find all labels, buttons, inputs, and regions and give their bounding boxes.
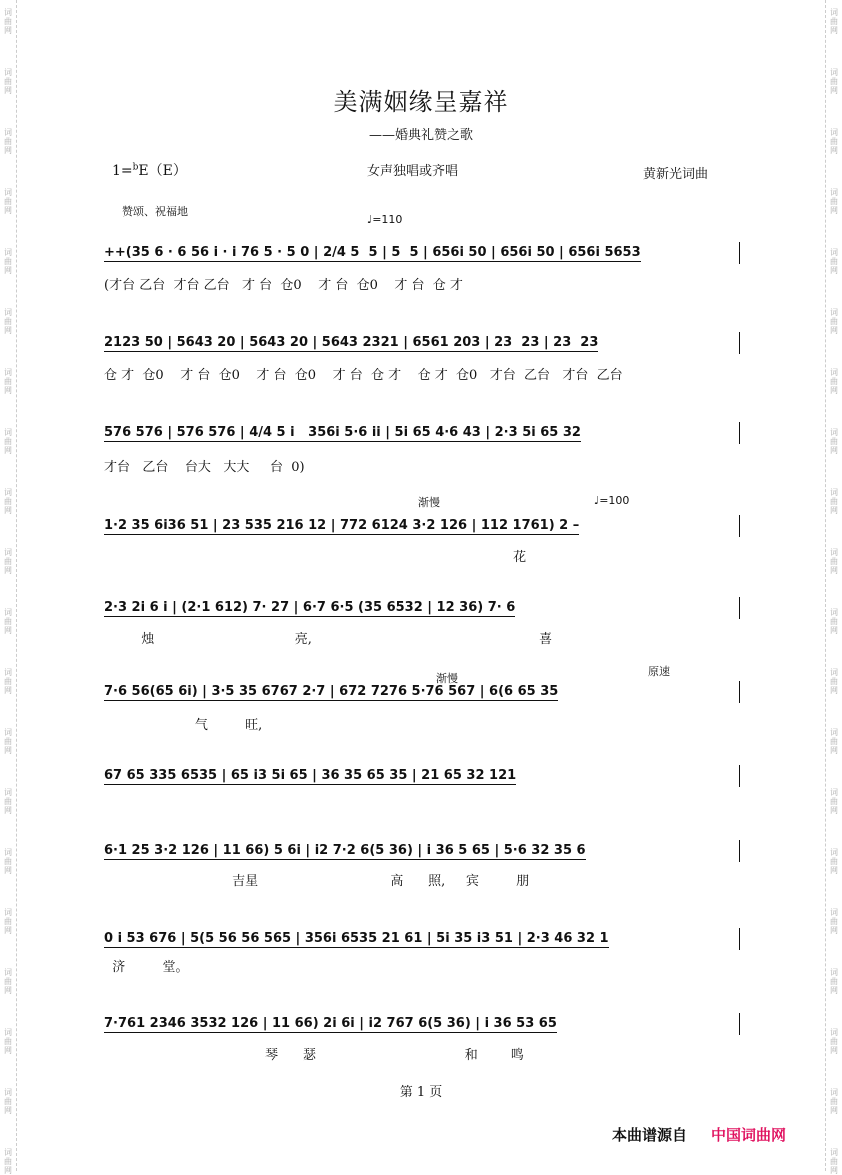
watermark-text: 词 曲 网 [830,8,838,35]
percussion-row: 才台 乙台 台大 大大 台 0) [104,460,305,475]
watermark-text: 词 曲 网 [4,428,12,455]
watermark-text: 词 曲 网 [4,848,12,875]
watermark-text: 词 曲 网 [4,788,12,815]
watermark-text: 词 曲 网 [830,428,838,455]
notation-row: 1·2 35 6i36 51 | 23 535 216 12 | 772 6124 3·2 126 | 112 1761) 2 – [104,515,740,537]
watermark-text: 词 曲 网 [4,128,12,155]
page-number: 第 1 页 [399,1085,443,1100]
tempo-mark-110: ♩=110 [367,213,403,226]
left-watermark-strip [0,0,17,1175]
watermark-text: 词 曲 网 [830,1088,838,1115]
watermark-text: 词 曲 网 [4,1148,12,1175]
flat-sign: b [132,162,139,173]
watermark-text: 词 曲 网 [830,908,838,935]
lyrics-row: 烛 亮, 喜 [104,632,553,647]
notation-row: 2·3 2i 6 i | (2·1 612) 7· 27 | 6·7 6·5 (35 6532 | 12 36) 7· 6 [104,597,740,619]
watermark-text: 词 曲 网 [830,668,838,695]
watermark-text: 词 曲 网 [830,728,838,755]
watermark-text: 词 曲 网 [4,188,12,215]
watermark-text: 词 曲 网 [830,188,838,215]
key-prefix: 1= [112,163,133,179]
expression-mark: 赞颂、祝福地 [122,205,188,218]
watermark-text: 词 曲 网 [830,488,838,515]
notation-row: 0 i 53 676 | 5(5 56 56 565 | 356i 6535 21 61 | 5i 35 i3 51 | 2·3 46 32 1 [104,928,740,950]
watermark-text: 词 曲 网 [830,308,838,335]
watermark-text: 词 曲 网 [830,848,838,875]
source-site-link[interactable]: 中国词曲网 [711,1126,787,1144]
song-subtitle: ——婚典礼赞之歌 [368,128,473,143]
tempo-original: 原速 [648,665,670,678]
notation-row: ++(35 6 · 6 56 i · i 76 5 · 5 0 | 2/4 5 5 | 5 5 | 656i 50 | 656i 50 | 656i 5653 [104,242,740,264]
key-signature [112,160,187,180]
lyrics-row: 琴 瑟 和 鸣 [104,1048,524,1063]
tempo-change-slowing-2: 渐慢 [436,672,458,685]
lyrics-row: 气 旺, [104,718,263,733]
watermark-text: 词 曲 网 [830,248,838,275]
watermark-text: 词 曲 网 [830,368,838,395]
watermark-text: 词 曲 网 [830,548,838,575]
watermark-text: 词 曲 网 [830,128,838,155]
notation-row: 7·761 2346 3532 126 | 11 66) 2i 6i | i2 767 6(5 36) | i 36 53 65 [104,1013,740,1035]
watermark-text: 词 曲 网 [4,368,12,395]
watermark-text: 词 曲 网 [4,308,12,335]
watermark-text: 词 曲 网 [4,1088,12,1115]
watermark-text: 词 曲 网 [4,8,12,35]
notation-row: 7·6 56(65 6i) | 3·5 35 6767 2·7 | 672 7276 5·76 567 | 6(6 65 35 [104,681,740,703]
source-credit [612,1124,786,1145]
right-watermark-strip [825,0,842,1175]
notation-row: 67 65 335 6535 | 65 i3 5i 65 | 36 35 65 35 | 21 65 32 121 [104,765,740,787]
watermark-text: 词 曲 网 [4,968,12,995]
watermark-text: 词 曲 网 [830,1028,838,1055]
watermark-text: 词 曲 网 [830,68,838,95]
notation-row: 2123 50 | 5643 20 | 5643 20 | 5643 2321 | 6561 203 | 23 23 | 23 23 [104,332,740,354]
watermark-text: 词 曲 网 [830,1148,838,1175]
watermark-text: 词 曲 网 [4,608,12,635]
source-label: 本曲谱源自 [612,1126,688,1144]
watermark-text: 词 曲 网 [4,1028,12,1055]
lyrics-row: 吉星 高 照, 宾 朋 [104,874,530,889]
key-suffix: E（E） [138,163,187,179]
song-title: 美满姻缘呈嘉祥 [333,88,509,116]
tempo-mark-100: ♩=100 [594,494,630,507]
notation-row: 6·1 25 3·2 126 | 11 66) 5 6i | i2 7·2 6(5 36) | i 36 5 65 | 5·6 32 35 6 [104,840,740,862]
percussion-row: 仓 才 仓0 才 台 仓0 才 台 仓0 才 台 仓 才 仓 才 仓0 才台 乙台 才台 乙台 [104,368,623,383]
watermark-text: 词 曲 网 [830,608,838,635]
watermark-text: 词 曲 网 [4,248,12,275]
percussion-row: (才台 乙台 才台 乙台 才 台 仓0 才 台 仓0 才 台 仓 才 [104,278,463,293]
tempo-change-slowing: 渐慢 [418,496,440,509]
watermark-text: 词 曲 网 [4,728,12,755]
watermark-text: 词 曲 网 [4,68,12,95]
watermark-text: 词 曲 网 [4,908,12,935]
watermark-text: 词 曲 网 [830,788,838,815]
performance-note: 女声独唱或齐唱 [367,164,459,179]
watermark-text: 词 曲 网 [830,968,838,995]
watermark-text: 词 曲 网 [4,668,12,695]
watermark-text: 词 曲 网 [4,548,12,575]
author-credit: 黄新光词曲 [643,167,709,182]
lyrics-row: 花 [104,550,527,565]
watermark-text: 词 曲 网 [4,488,12,515]
notation-row: 576 576 | 576 576 | 4/4 5 i 356i 5·6 ii | 5i 65 4·6 43 | 2·3 5i 65 32 [104,422,740,444]
lyrics-row: 济 堂。 [104,960,189,975]
